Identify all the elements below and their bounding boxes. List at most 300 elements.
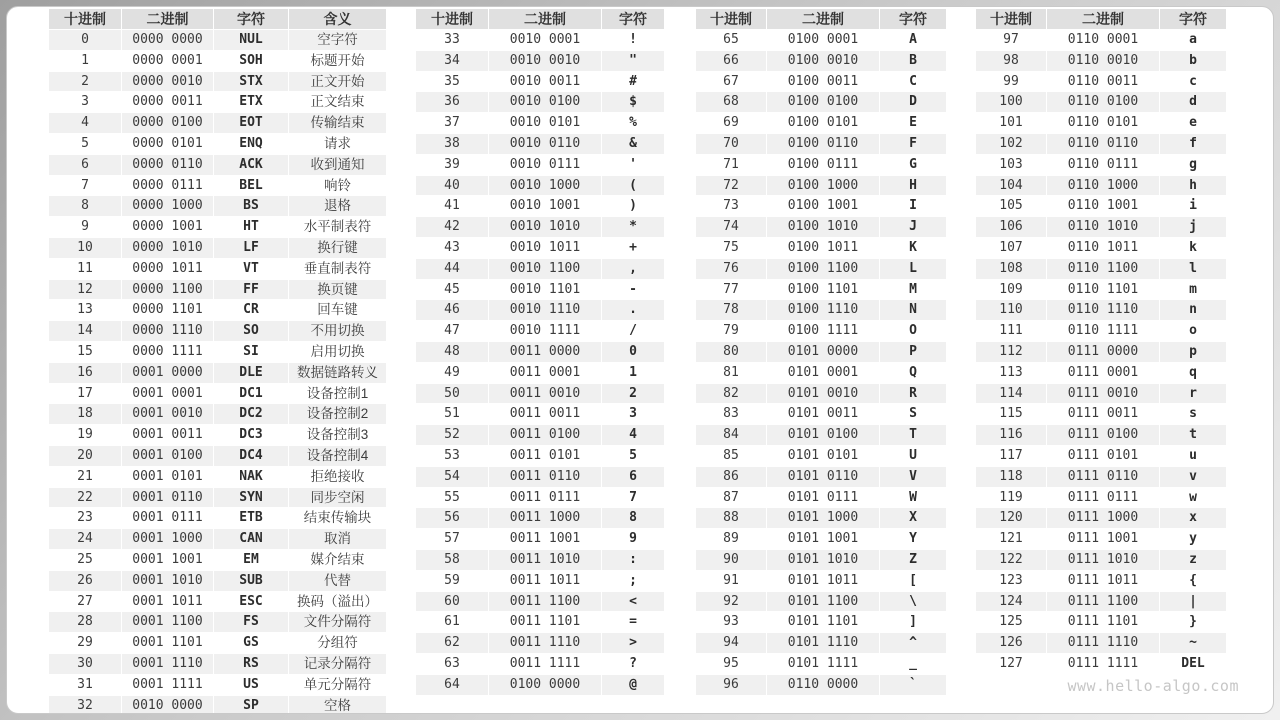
char-cell: W [879, 488, 946, 509]
binary-cell: 0101 0110 [766, 467, 879, 488]
table-row [976, 384, 1226, 405]
char-cell: G [879, 155, 946, 176]
decimal-cell: 68 [696, 92, 766, 113]
char-cell: h [1159, 176, 1226, 197]
header-row [976, 9, 1226, 30]
binary-cell: 0110 0011 [1046, 72, 1159, 93]
char-cell: D [879, 92, 946, 113]
char-cell: o [1159, 321, 1226, 342]
table-row [976, 550, 1226, 571]
table-row [696, 654, 946, 675]
decimal-cell: 71 [696, 155, 766, 176]
binary-cell: 0011 0010 [488, 384, 601, 405]
binary-cell: 0011 0011 [488, 404, 601, 425]
meaning-cell: 请求 [288, 134, 386, 155]
table-row [49, 321, 386, 342]
table-row [696, 51, 946, 72]
char-cell: V [879, 467, 946, 488]
binary-cell: 0011 0001 [488, 363, 601, 384]
table-row [416, 300, 664, 321]
binary-cell: 0100 0101 [766, 113, 879, 134]
binary-cell: 0011 1000 [488, 508, 601, 529]
decimal-cell: 36 [416, 92, 488, 113]
char-cell: FF [213, 280, 288, 301]
binary-cell: 0101 0010 [766, 384, 879, 405]
char-cell: [ [879, 571, 946, 592]
binary-cell: 0010 0011 [488, 72, 601, 93]
binary-cell: 0100 1100 [766, 259, 879, 280]
table-row [49, 196, 386, 217]
decimal-cell: 95 [696, 654, 766, 675]
char-cell: < [601, 592, 664, 613]
binary-cell: 0010 1111 [488, 321, 601, 342]
decimal-cell: 103 [976, 155, 1046, 176]
table-row [49, 113, 386, 134]
binary-cell: 0000 1000 [121, 196, 213, 217]
table-row [49, 612, 386, 633]
binary-cell: 0100 0010 [766, 51, 879, 72]
meaning-cell: 换页键 [288, 280, 386, 301]
table-row [49, 675, 386, 696]
table-row [416, 92, 664, 113]
table-row [696, 404, 946, 425]
decimal-cell: 5 [49, 134, 121, 155]
table-row [696, 238, 946, 259]
char-cell: n [1159, 300, 1226, 321]
decimal-cell: 20 [49, 446, 121, 467]
binary-cell: 0100 1101 [766, 280, 879, 301]
table-row [49, 217, 386, 238]
table-row [976, 342, 1226, 363]
binary-cell: 0110 0100 [1046, 92, 1159, 113]
char-cell: " [601, 51, 664, 72]
binary-cell: 0000 1100 [121, 280, 213, 301]
table-row [976, 300, 1226, 321]
decimal-cell: 72 [696, 176, 766, 197]
binary-cell: 0100 1001 [766, 196, 879, 217]
decimal-cell: 109 [976, 280, 1046, 301]
decimal-cell: 86 [696, 467, 766, 488]
column-header: 十进制 [49, 9, 121, 30]
char-cell: } [1159, 612, 1226, 633]
char-cell: ' [601, 155, 664, 176]
char-cell: SUB [213, 571, 288, 592]
binary-cell: 0111 0010 [1046, 384, 1159, 405]
decimal-cell: 40 [416, 176, 488, 197]
decimal-cell: 88 [696, 508, 766, 529]
table-row [416, 321, 664, 342]
decimal-cell: 2 [49, 72, 121, 93]
char-cell: DC4 [213, 446, 288, 467]
char-cell: FS [213, 612, 288, 633]
binary-cell: 0000 0010 [121, 72, 213, 93]
decimal-cell: 113 [976, 363, 1046, 384]
decimal-cell: 87 [696, 488, 766, 509]
binary-cell: 0110 1010 [1046, 217, 1159, 238]
char-cell: l [1159, 259, 1226, 280]
decimal-cell: 121 [976, 529, 1046, 550]
char-cell: DEL [1159, 654, 1226, 675]
binary-cell: 0110 1110 [1046, 300, 1159, 321]
table-row [696, 446, 946, 467]
decimal-cell: 59 [416, 571, 488, 592]
decimal-cell: 73 [696, 196, 766, 217]
char-cell: ; [601, 571, 664, 592]
binary-cell: 0111 0011 [1046, 404, 1159, 425]
decimal-cell: 25 [49, 550, 121, 571]
decimal-cell: 23 [49, 508, 121, 529]
table-row [976, 571, 1226, 592]
binary-cell: 0001 1001 [121, 550, 213, 571]
decimal-cell: 99 [976, 72, 1046, 93]
binary-cell: 0100 1000 [766, 176, 879, 197]
binary-cell: 0101 1000 [766, 508, 879, 529]
binary-cell: 0100 0011 [766, 72, 879, 93]
char-cell: VT [213, 259, 288, 280]
binary-cell: 0010 0010 [488, 51, 601, 72]
header-row [696, 9, 946, 30]
table-row [696, 488, 946, 509]
table-row [696, 675, 946, 696]
decimal-cell: 89 [696, 529, 766, 550]
decimal-cell: 51 [416, 404, 488, 425]
meaning-cell: 拒绝接收 [288, 467, 386, 488]
char-cell: ~ [1159, 633, 1226, 654]
meaning-cell: 设备控制1 [288, 384, 386, 405]
table-row [49, 134, 386, 155]
ascii-table-control-characters [49, 9, 386, 714]
char-cell: GS [213, 633, 288, 654]
char-cell: c [1159, 72, 1226, 93]
binary-cell: 0001 1010 [121, 571, 213, 592]
table-row [696, 300, 946, 321]
char-cell: S [879, 404, 946, 425]
binary-cell: 0001 1101 [121, 633, 213, 654]
binary-cell: 0010 1000 [488, 176, 601, 197]
binary-cell: 0010 0110 [488, 134, 601, 155]
table-row [976, 654, 1226, 675]
table-row [49, 446, 386, 467]
table-row [976, 113, 1226, 134]
decimal-cell: 102 [976, 134, 1046, 155]
binary-cell: 0010 1011 [488, 238, 601, 259]
char-cell: DC1 [213, 384, 288, 405]
char-cell: d [1159, 92, 1226, 113]
table-row [696, 571, 946, 592]
binary-cell: 0110 0110 [1046, 134, 1159, 155]
decimal-cell: 126 [976, 633, 1046, 654]
binary-cell: 0111 1101 [1046, 612, 1159, 633]
char-cell: P [879, 342, 946, 363]
table-row [976, 508, 1226, 529]
meaning-cell: 换行键 [288, 238, 386, 259]
binary-cell: 0101 1100 [766, 592, 879, 613]
binary-cell: 0001 0111 [121, 508, 213, 529]
table-row [416, 529, 664, 550]
char-cell: 4 [601, 425, 664, 446]
decimal-cell: 125 [976, 612, 1046, 633]
binary-cell: 0011 1011 [488, 571, 601, 592]
table-row [49, 571, 386, 592]
decimal-cell: 24 [49, 529, 121, 550]
char-cell: M [879, 280, 946, 301]
decimal-cell: 43 [416, 238, 488, 259]
decimal-cell: 46 [416, 300, 488, 321]
binary-cell: 0000 1111 [121, 342, 213, 363]
table-row [696, 384, 946, 405]
binary-cell: 0111 0111 [1046, 488, 1159, 509]
table-row [696, 176, 946, 197]
char-cell: 1 [601, 363, 664, 384]
binary-cell: 0011 1100 [488, 592, 601, 613]
decimal-cell: 92 [696, 592, 766, 613]
decimal-cell: 105 [976, 196, 1046, 217]
table-row [976, 363, 1226, 384]
decimal-cell: 4 [49, 113, 121, 134]
table-row [696, 467, 946, 488]
char-cell: HT [213, 217, 288, 238]
table-row [696, 425, 946, 446]
char-cell: = [601, 612, 664, 633]
binary-cell: 0010 0101 [488, 113, 601, 134]
table-row [49, 654, 386, 675]
table-row [696, 134, 946, 155]
char-cell: 3 [601, 404, 664, 425]
decimal-cell: 32 [49, 696, 121, 715]
table-row [416, 612, 664, 633]
binary-cell: 0101 0100 [766, 425, 879, 446]
char-cell: u [1159, 446, 1226, 467]
meaning-cell: 不用切换 [288, 321, 386, 342]
char-cell: ETX [213, 92, 288, 113]
table-row [49, 92, 386, 113]
decimal-cell: 35 [416, 72, 488, 93]
char-cell: a [1159, 30, 1226, 51]
char-cell: % [601, 113, 664, 134]
char-cell: : [601, 550, 664, 571]
table-row [49, 238, 386, 259]
meaning-cell: 媒介结束 [288, 550, 386, 571]
table-row [49, 300, 386, 321]
binary-cell: 0110 0000 [766, 675, 879, 696]
char-cell: x [1159, 508, 1226, 529]
char-cell: _ [879, 654, 946, 675]
table-row [976, 30, 1226, 51]
meaning-cell: 换码（溢出） [288, 592, 386, 613]
binary-cell: 0000 0000 [121, 30, 213, 51]
table-row [696, 321, 946, 342]
binary-cell: 0001 0110 [121, 488, 213, 509]
char-cell: * [601, 217, 664, 238]
char-cell: p [1159, 342, 1226, 363]
column-header: 含义 [288, 9, 386, 30]
table-row [416, 592, 664, 613]
binary-cell: 0110 1101 [1046, 280, 1159, 301]
decimal-cell: 18 [49, 404, 121, 425]
char-cell: 9 [601, 529, 664, 550]
decimal-cell: 34 [416, 51, 488, 72]
table-row [49, 404, 386, 425]
char-cell: g [1159, 155, 1226, 176]
binary-cell: 0100 0100 [766, 92, 879, 113]
decimal-cell: 108 [976, 259, 1046, 280]
binary-cell: 0010 1001 [488, 196, 601, 217]
binary-cell: 0000 0111 [121, 176, 213, 197]
table-row [976, 155, 1226, 176]
table-row [49, 633, 386, 654]
table-row [416, 633, 664, 654]
table-row [696, 342, 946, 363]
char-cell: 2 [601, 384, 664, 405]
table-row [416, 508, 664, 529]
decimal-cell: 0 [49, 30, 121, 51]
table-row [976, 51, 1226, 72]
binary-cell: 0111 0001 [1046, 363, 1159, 384]
char-cell: BS [213, 196, 288, 217]
char-cell: R [879, 384, 946, 405]
binary-cell: 0111 1111 [1046, 654, 1159, 675]
decimal-cell: 55 [416, 488, 488, 509]
meaning-cell: 退格 [288, 196, 386, 217]
meaning-cell: 响铃 [288, 176, 386, 197]
decimal-cell: 69 [696, 113, 766, 134]
decimal-cell: 58 [416, 550, 488, 571]
decimal-cell: 57 [416, 529, 488, 550]
binary-cell: 0111 0101 [1046, 446, 1159, 467]
binary-cell: 0111 1000 [1046, 508, 1159, 529]
char-cell: / [601, 321, 664, 342]
binary-cell: 0000 0110 [121, 155, 213, 176]
char-cell: NUL [213, 30, 288, 51]
decimal-cell: 21 [49, 467, 121, 488]
decimal-cell: 26 [49, 571, 121, 592]
table-row [416, 238, 664, 259]
column-header: 二进制 [1046, 9, 1159, 30]
meaning-cell: 分组符 [288, 633, 386, 654]
table-row [976, 529, 1226, 550]
decimal-cell: 101 [976, 113, 1046, 134]
table-row [976, 425, 1226, 446]
char-cell: & [601, 134, 664, 155]
binary-cell: 0010 0100 [488, 92, 601, 113]
table-row [696, 633, 946, 654]
table-row [49, 508, 386, 529]
char-cell: r [1159, 384, 1226, 405]
table-row [49, 592, 386, 613]
table-row [49, 259, 386, 280]
char-cell: ESC [213, 592, 288, 613]
decimal-cell: 74 [696, 217, 766, 238]
binary-cell: 0100 1111 [766, 321, 879, 342]
decimal-cell: 33 [416, 30, 488, 51]
char-cell: DC2 [213, 404, 288, 425]
meaning-cell: 垂直制表符 [288, 259, 386, 280]
char-cell: 0 [601, 342, 664, 363]
table-row [976, 259, 1226, 280]
char-cell: k [1159, 238, 1226, 259]
table-row [416, 675, 664, 696]
char-cell: O [879, 321, 946, 342]
binary-cell: 0010 1100 [488, 259, 601, 280]
decimal-cell: 79 [696, 321, 766, 342]
char-cell: SP [213, 696, 288, 715]
decimal-cell: 96 [696, 675, 766, 696]
binary-cell: 0001 0100 [121, 446, 213, 467]
decimal-cell: 94 [696, 633, 766, 654]
binary-cell: 0011 0000 [488, 342, 601, 363]
meaning-cell: 设备控制2 [288, 404, 386, 425]
char-cell: ` [879, 675, 946, 696]
table-row [976, 176, 1226, 197]
binary-cell: 0101 0111 [766, 488, 879, 509]
char-cell: 5 [601, 446, 664, 467]
binary-cell: 0101 1111 [766, 654, 879, 675]
table-row [416, 217, 664, 238]
char-cell: EOT [213, 113, 288, 134]
binary-cell: 0101 1101 [766, 612, 879, 633]
char-cell: T [879, 425, 946, 446]
char-cell: 8 [601, 508, 664, 529]
meaning-cell: 记录分隔符 [288, 654, 386, 675]
char-cell: A [879, 30, 946, 51]
binary-cell: 0011 0101 [488, 446, 601, 467]
char-cell: US [213, 675, 288, 696]
binary-cell: 0101 1011 [766, 571, 879, 592]
decimal-cell: 8 [49, 196, 121, 217]
binary-cell: 0101 1110 [766, 633, 879, 654]
decimal-cell: 77 [696, 280, 766, 301]
binary-cell: 0111 0000 [1046, 342, 1159, 363]
char-cell: C [879, 72, 946, 93]
char-cell: 6 [601, 467, 664, 488]
binary-cell: 0100 0000 [488, 675, 601, 696]
decimal-cell: 116 [976, 425, 1046, 446]
binary-cell: 0010 1010 [488, 217, 601, 238]
binary-cell: 0000 1011 [121, 259, 213, 280]
binary-cell: 0110 1111 [1046, 321, 1159, 342]
decimal-cell: 120 [976, 508, 1046, 529]
table-row [696, 30, 946, 51]
binary-cell: 0111 1010 [1046, 550, 1159, 571]
column-header: 二进制 [121, 9, 213, 30]
table-row [416, 363, 664, 384]
meaning-cell: 收到通知 [288, 155, 386, 176]
table-row [416, 571, 664, 592]
decimal-cell: 118 [976, 467, 1046, 488]
char-cell: CR [213, 300, 288, 321]
table-row [696, 280, 946, 301]
char-cell: 7 [601, 488, 664, 509]
meaning-cell: 回车键 [288, 300, 386, 321]
decimal-cell: 98 [976, 51, 1046, 72]
char-cell: SOH [213, 51, 288, 72]
char-cell: $ [601, 92, 664, 113]
decimal-cell: 63 [416, 654, 488, 675]
decimal-cell: 97 [976, 30, 1046, 51]
table-row [49, 280, 386, 301]
table-row [49, 342, 386, 363]
char-cell: NAK [213, 467, 288, 488]
decimal-cell: 9 [49, 217, 121, 238]
meaning-cell: 传输结束 [288, 113, 386, 134]
binary-cell: 0111 1100 [1046, 592, 1159, 613]
table-row [416, 342, 664, 363]
decimal-cell: 12 [49, 280, 121, 301]
table-row [976, 633, 1226, 654]
decimal-cell: 14 [49, 321, 121, 342]
table-row [696, 592, 946, 613]
header-row [49, 9, 386, 30]
